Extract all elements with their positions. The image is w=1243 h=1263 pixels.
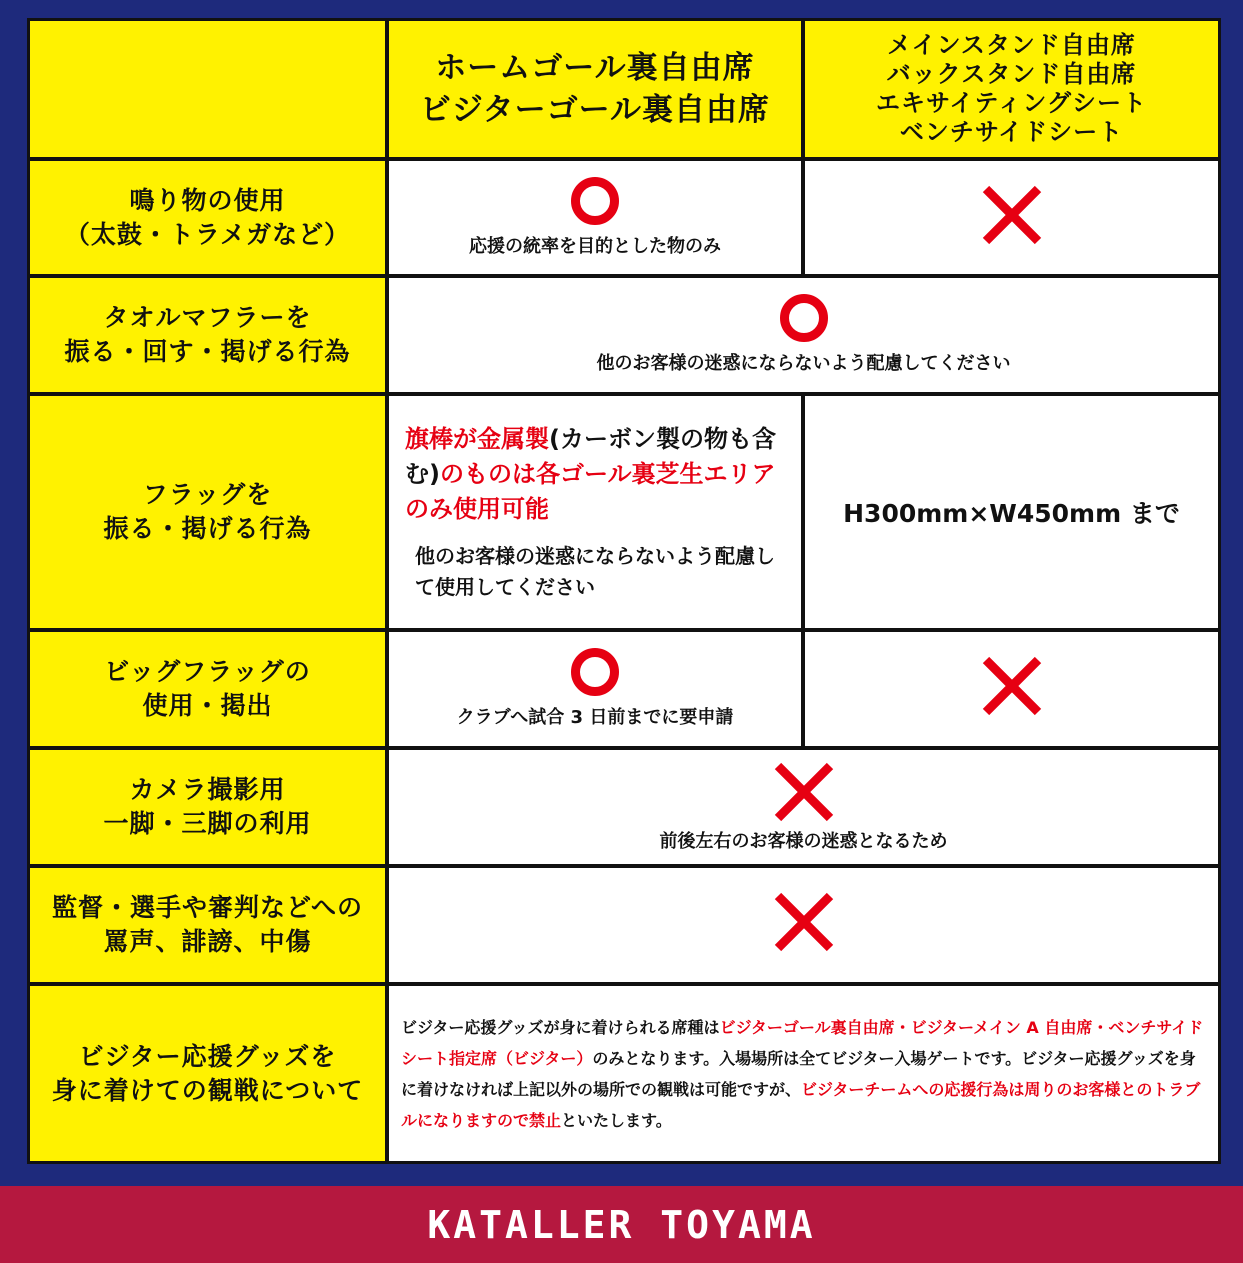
row-label-line: （太鼓・トラメガなど） (64, 219, 351, 249)
visitor-goods-cell (389, 986, 1218, 1161)
visitor-text-segment: ビジターチームへの応援行為は周りのお客様とのトラブルになりますので禁止 (401, 1079, 1201, 1130)
header-col2-line: ホームゴール裏自由席 (435, 50, 755, 86)
flag-rule-red: 旗棒が金属製 (405, 424, 549, 453)
abuse-cell (389, 868, 1218, 982)
row-label-line: ビッグフラッグの (104, 657, 311, 686)
noisemakers-main-cell (805, 161, 1218, 274)
row-label-line: 一脚・三脚の利用 (103, 809, 312, 838)
row-label-line: 身に着けての観戦について (51, 1075, 364, 1105)
bigflag-goal-cell (389, 632, 801, 746)
club-name: KATALLER TOYAMA (427, 1202, 816, 1247)
condition-note: クラブへ試合 3 日前までに要申請 (456, 707, 734, 728)
towel-cell (389, 278, 1218, 392)
circle-icon (780, 294, 828, 342)
flag-main-cell (805, 396, 1218, 628)
visitor-text-segment: ビジター応援グッズが身に着けられる席種は (401, 1017, 720, 1037)
cross-icon (772, 760, 836, 824)
flag-rule-text (405, 422, 785, 527)
flag-size-limit: H300mm×W450mm まで (843, 499, 1180, 528)
visitor-text-segment: ビジターゴール裏自由席・ビジターメイン A 自由席・ベンチサイドシート指定席（ビジター） (401, 1017, 1204, 1068)
header-main-seats (805, 21, 1218, 157)
footer-banner (0, 1186, 1243, 1263)
header-col3-line: バックスタンド自由席 (886, 60, 1137, 88)
row-label-line: カメラ撮影用 (129, 775, 286, 804)
flag-rule-red: のものは各ゴール裏芝生エリアのみ使用可能 (405, 459, 776, 523)
header-empty-cell (30, 21, 385, 157)
condition-note: 他のお客様の迷惑にならないよう配慮してください (596, 353, 1011, 374)
rules-table (27, 18, 1221, 1164)
noisemakers-goal-cell (389, 161, 801, 274)
row-label-line: 振る・回す・掲げる行為 (64, 337, 351, 366)
header-col3-line: エキサイティングシート (876, 89, 1147, 117)
bigflag-main-cell (805, 632, 1218, 746)
header-col3-line: ベンチサイドシート (899, 118, 1124, 146)
cross-icon (980, 654, 1044, 718)
row-label-flag (30, 396, 385, 628)
row-label-abuse (30, 868, 385, 982)
row-label-line: 罵声、誹謗、中傷 (103, 927, 312, 956)
cross-icon (980, 183, 1044, 247)
circle-icon (571, 177, 619, 225)
condition-note: 前後左右のお客様の迷惑となるため (659, 831, 948, 852)
cross-icon (772, 890, 836, 954)
row-label-bigflag (30, 632, 385, 746)
condition-note: 応援の統率を目的とした物のみ (469, 235, 721, 257)
visitor-text-segment: といたします。 (561, 1110, 672, 1130)
row-label-towel (30, 278, 385, 392)
header-goal-seats (389, 21, 801, 157)
row-label-visitor (30, 986, 385, 1161)
flag-goal-cell (389, 396, 801, 628)
row-label-line: フラッグを (142, 480, 273, 509)
row-label-line: ビジター応援グッズを (78, 1041, 337, 1071)
row-label-camera (30, 750, 385, 864)
row-label-line: 監督・選手や審判などへの (51, 893, 363, 922)
visitor-text-segment: のみとなります。入場場所は全てビジター入場ゲートです。ビジター応援グッズを身に着けなければ上記以外の場所での観戦は可能ですが、 (401, 1048, 1196, 1099)
visitor-goods-text (401, 1012, 1206, 1136)
row-label-line: 鳴り物の使用 (129, 185, 286, 215)
circle-icon (571, 648, 619, 696)
row-label-noisemakers (30, 161, 385, 274)
camera-cell (389, 750, 1218, 864)
header-col3-line: メインスタンド自由席 (887, 31, 1136, 59)
row-label-line: タオルマフラーを (103, 303, 312, 332)
condition-note: 他のお客様の迷惑にならないよう配慮して使用してください (415, 543, 775, 599)
header-col2-line: ビジターゴール裏自由席 (419, 92, 771, 128)
row-label-line: 振る・掲げる行為 (103, 514, 312, 543)
row-label-line: 使用・掲出 (142, 691, 273, 720)
flag-rule-black: (カーボン製の物も含む) (405, 424, 776, 488)
